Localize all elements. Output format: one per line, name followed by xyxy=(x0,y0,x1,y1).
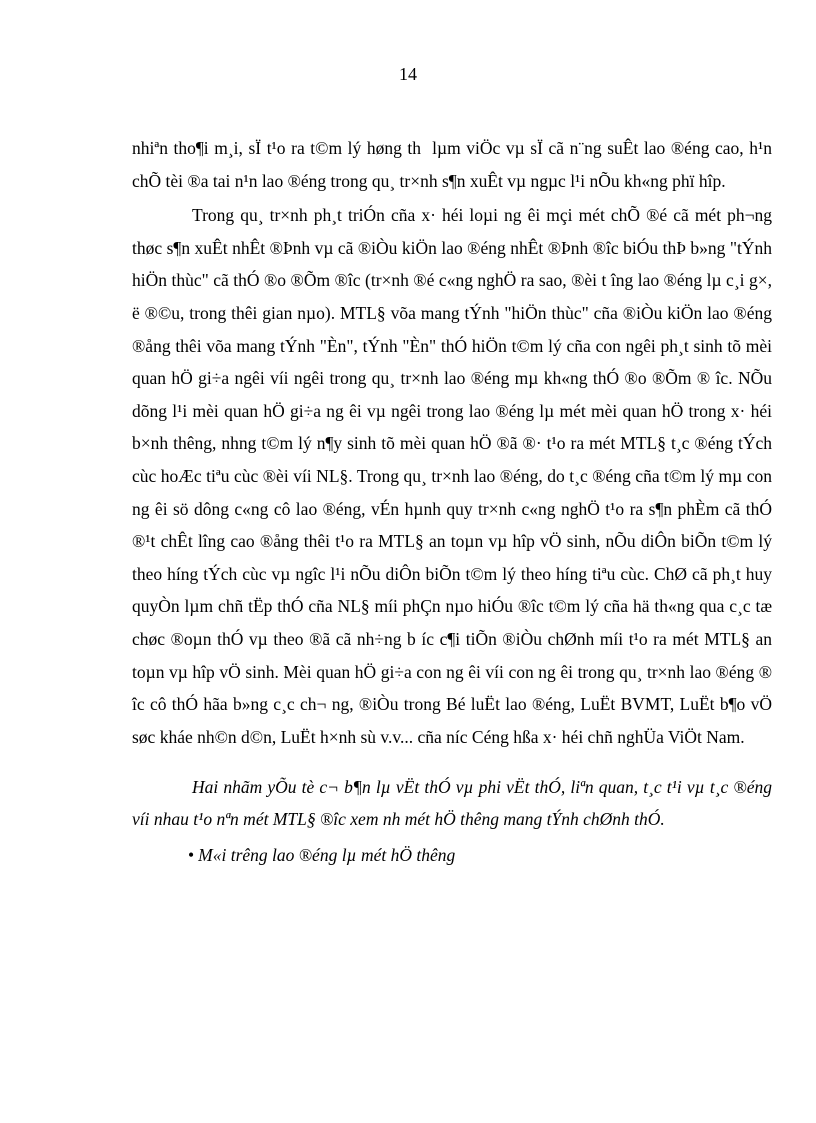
paragraph-2: Trong qu¸ tr×nh ph¸t triÓn cña x· héi loµi ng êi mçi mét chÕ ®é cã mét ph¬ng thøc s¶n xuÊt nhÊt ®Þnh vµ cã ®iÒu kiÖn lao ®éng nhÊt ®Þnh ®îc biÓu thÞ b»ng "tÝnh hiÖn thùc" cã thÓ ®o ®Õm ®îc (tr×nh ®é c«ng nghÖ ra sao, ®èi t îng lao ®éng lµ c¸i g×, ë ®©u, trong thêi gian nµo). MTL§ võa mang tÝnh "hiÖn thùc" cña ®iÒu kiÖn lao ®éng ®ång thêi võa mang tÝnh "Èn", tÝnh "Èn" thÓ hiÖn t©m lý cña con ngêi ph¸t sinh tõ mèi quan hÖ gi÷a ngêi víi ngêi trong qu¸ tr×nh lao ®éng mµ kh«ng thÓ ®o ®Õm ® îc. NÕu dõng l¹i mèi quan hÖ gi÷a ng êi vµ ngêi trong lao ®éng lµ mét mèi quan hÖ trong x· héi b×nh thêng, nhng t©m lý n¶y sinh tõ mèi quan hÖ ®ã ®· t¹o ra mét MTL§ t¸c ®éng tÝch cùc hoÆc tiªu cùc ®èi víi NL§. Trong qu¸ tr×nh lao ®éng, do t¸c ®éng cña t©m lý mµ con ng êi sö dông c«ng cô lao ®éng, vÉn hµnh quy tr×nh c«ng nghÖ t¹o ra s¶n phÈm cã thÓ ®¹t chÊt lîng cao ®ång thêi t¹o ra MTL§ an toµn vµ hîp vÖ sinh, nÕu diÔn biÕn t©m lý theo híng tÝch cùc vµ ngîc l¹i nÕu diÔn biÕn t©m lý theo híng tiªu cùc. ChØ cã ph¸t huy quyÒn lµm chñ tËp thÓ cña NL§ míi phÇn nµo hiÓu ®îc t©m lý cña hä th«ng qua c¸c tæ chøc ®oµn thÓ vµ theo ®ã cã nh÷ng b íc c¶i tiÕn ®iÒu chØnh míi t¹o ra mét MTL§ an toµn vµ hîp vÖ sinh. Mèi quan hÖ gi÷a con ng êi víi con ng êi trong qu¸ tr×nh lao ®éng ® îc cô thÓ hãa b»ng c¸c ch¬ ng, ®iÒu trong Bé luËt lao ®éng, LuËt BVMT, LuËt b¶o vÖ søc kháe nh©n d©n, LuËt h×nh sù v.v... cña níc Céng hßa x· héi chñ nghÜa ViÖt Nam. xyxy=(132,205,772,747)
page-number: 14 xyxy=(399,64,417,84)
bullet-icon: • xyxy=(188,845,195,866)
paragraph-3: Hai nhãm yÕu tè c¬ b¶n lµ vËt thÓ vµ phi vËt thÓ, liªn quan, t¸c t¹i vµ t¸c ®éng víi nhau t¹o nªn mét MTL§ ®îc xem nh mét hÖ thêng mang tÝnh chØnh thÓ. xyxy=(132,777,772,830)
paragraph-1: nhiªn tho¶i m¸i, sÏ t¹o ra t©m lý høng th lµm viÖc vµ sÏ cã n¨ng suÊt lao ®éng cao, h¹n chÕ tèi ®a tai n¹n lao ®éng trong qu¸ tr×nh s¶n xuÊt vµ ngµc l¹i nÕu kh«ng phï hîp. xyxy=(132,138,772,191)
bullet-text: M«i trêng lao ®éng lµ mét hÖ thêng xyxy=(198,845,456,866)
bullet-item xyxy=(188,839,772,871)
document-body xyxy=(132,132,772,871)
